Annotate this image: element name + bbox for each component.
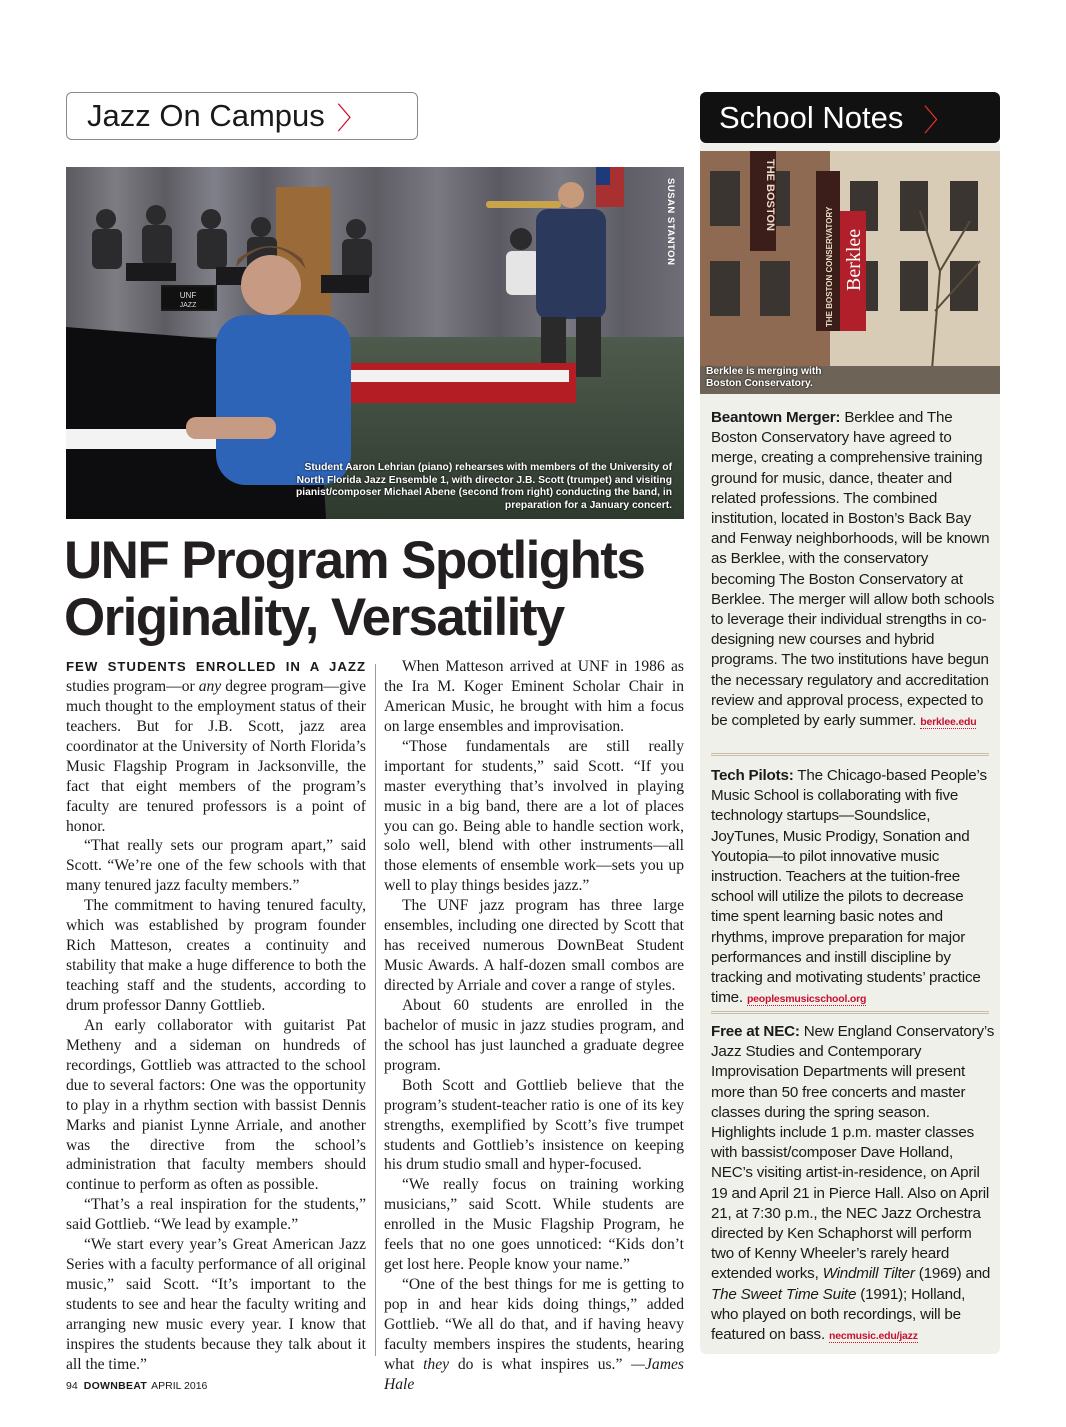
note-body: (1991); Holland, who played on both recordings, will be featured on bass. xyxy=(711,1285,966,1344)
emphasis-text: they xyxy=(423,1355,450,1373)
paragraph-text: “One of the best things for me is getting to pop in and hear kids doing things,” added Gottlieb. “We all do that, and if having heavy faculty members inspires the students, hearing what xyxy=(384,1276,684,1373)
note-link[interactable]: necmusic.edu/jazz xyxy=(828,1330,918,1343)
paragraph: The commitment to having tenured faculty, which was established by program founder Rich Matteson, creates a continuity and stability that make a huge difference to both the teaching staff and the students, according to drum professor Danny Gottlieb. xyxy=(66,897,366,1014)
paragraph: The UNF jazz program has three large ensembles, including one directed by Scott that has received numerous DownBeat Student Music Awards. A half-dozen small combos are directed by Arriale and cover a range of styles. xyxy=(384,897,684,994)
note-title: Beantown Merger: xyxy=(711,409,841,426)
note-body: (1969) and xyxy=(914,1265,991,1283)
note-free-at-nec xyxy=(711,1022,995,1346)
note-tech-pilots xyxy=(711,766,995,1009)
paragraph: When Matteson arrived at UNF in 1986 as the Ira M. Koger Eminent Scholar Chair in American Music, he brought with him a focus on large ensembles and improvisation. xyxy=(384,658,684,735)
article-column-2 xyxy=(384,657,684,1395)
stand-sign-text: JAZZ xyxy=(179,302,197,309)
paragraph: Both Scott and Gottlieb believe that the program’s student-teacher ratio is one of its key strengths, exemplified by Scott’s five trumpet students and Gottlieb’s insistence on keeping his drum studio small and hyper-focused. xyxy=(384,1076,684,1174)
note-body: Berklee and The Boston Conservatory have agreed to merge, creating a comprehensive training ground for music, dance, theater and related professions. The combined institution, located in Boston’s Back Bay and Fenway neighborhoods, will be known as Berklee, with the conservatory becoming The Boston Conservatory at Berklee. The merger will allow both schools to leverage their individual strengths in co-designing new courses and hybrid programs. The two institutions have begun the necessary regulatory and accreditation review and approval process, expected to be completed by early summer. xyxy=(711,409,995,730)
paragraph xyxy=(66,657,366,836)
byline: —James Hale xyxy=(384,1355,684,1393)
section-tab-school-notes xyxy=(700,92,1000,143)
paragraph-text: degree program—give much thought to the employment status of their teachers. But for J.B. Scott, jazz area coordinator at the University of North Florida’s Music Flagship Program in Jacksonville, the fact that eight members of the program’s faculty are tenured professors is a point of honor. xyxy=(66,677,366,835)
note-divider xyxy=(711,1011,989,1014)
paragraph: “Those fundamentals are still really important for students,” said Scott. “If you master everything that’s involved in playing music in a big band, there are a lot of places you can go. Being able to handle section work, solo well, blend with other instruments—all those elements of ensemble work—sets you up well to play things besides jazz.” xyxy=(384,737,684,895)
emphasis-text: any xyxy=(198,677,222,695)
banner-text: Berklee xyxy=(843,228,865,291)
issue-date: APRIL 2016 xyxy=(151,1380,208,1392)
paragraph: “We start every year’s Great American Jazz Series with a faculty performance of all original music,” said Scott. “It’s important to the students to see and hear the faculty writing and arranging new music every year. I know that inspires the students because they talk about it all the time.” xyxy=(66,1236,366,1373)
article-column-1 xyxy=(66,657,366,1375)
page-footer xyxy=(66,1380,207,1392)
emphasis-text: Windmill Tilter xyxy=(822,1265,915,1283)
boston-street-photo xyxy=(700,151,1000,394)
note-body: The Chicago-based People’s Music School is collaborating with five technology startups—Soundslice, JoyTunes, Music Prodigy, Sonation and Youtopia—to pilot innovative music instruction. Teachers at the tuition-free school will utilize the pilots to decrease time spent learning basic notes and rhythms, improve preparation for major performances and instill discipline by tracking and motivating students’ practice time. xyxy=(711,767,987,1007)
caption-line: Berklee is merging with xyxy=(706,366,822,377)
photo-credit: SUSAN STANTON xyxy=(665,178,676,266)
sidebar-photo-caption xyxy=(706,366,822,389)
lead-in: FEW STUDENTS ENROLLED IN A JAZZ xyxy=(66,659,366,674)
paragraph: “We really focus on training working musicians,” said Scott. While students are enrolled in the Music Flagship Program, he feels that no one goes unnoticed: “Kids don’t get lost here. People know your name.” xyxy=(384,1176,684,1274)
note-body: New England Conservatory’s Jazz Studies and Contemporary Improvisation Departments will present more than 50 free concerts and master classes during the spring season. Highlights include 1 p.m. master classes with bassist/composer Dave Holland, NEC’s visiting artist-in-residence, on April 19 and April 21 in Pierce Hall. Also on April 21, at 7:30 p.m., the NEC Jazz Orchestra directed by Ken Schaphorst will perform two of Kenny Wheeler’s rarely heard extended works, xyxy=(711,1023,995,1283)
chevron-right-icon: 〉 xyxy=(336,103,367,136)
page-number: 94 xyxy=(66,1380,78,1392)
paragraph: An early collaborator with guitarist Pat Metheny and a sideman on hundreds of recordings, Gottlieb was attracted to the school due to several factors: One was the opportunity to play in a rhythm section with bassist Dennis Marks and pianist Lynne Arriale, and another was the directive from the school’s administration that faculty members should continue to perform as often as possible. xyxy=(66,1016,366,1194)
banner-text: THE BOSTON xyxy=(764,159,776,231)
stand-sign-text: UNF xyxy=(179,291,197,300)
note-title: Tech Pilots: xyxy=(711,767,794,784)
note-beantown-merger xyxy=(711,408,995,732)
note-link[interactable]: berklee.edu xyxy=(920,716,977,729)
paragraph xyxy=(384,1275,684,1395)
chevron-right-icon: 〉 xyxy=(923,104,954,138)
photo-caption: Student Aaron Lehrian (piano) rehearses with members of the University of North Florida Jazz Ensemble 1, with director J.B. Scott (trumpet) and visiting pianist/composer Michael Abene (second from right) conducting the band, in preparation for a January concert. xyxy=(295,462,672,511)
caption-line: Boston Conservatory. xyxy=(706,377,813,389)
magazine-name: DOWNBEAT xyxy=(83,1380,148,1392)
paragraph: “That’s a real inspiration for the students,” said Gottlieb. “We lead by example.” xyxy=(66,1196,366,1234)
sidebar-title: School Notes xyxy=(719,99,904,135)
article-headline xyxy=(64,532,704,646)
headline-line: UNF Program Spotlights xyxy=(64,531,645,590)
headline-line: Originality, Versatility xyxy=(64,588,564,647)
note-divider xyxy=(711,753,989,756)
note-title: Free at NEC: xyxy=(711,1023,800,1040)
note-link[interactable]: peoplesmusicschool.org xyxy=(746,993,867,1006)
section-title: Jazz On Campus xyxy=(87,98,325,133)
paragraph: About 60 students are enrolled in the bachelor of music in jazz studies program, and the school has just launched a graduate degree program. xyxy=(384,996,684,1074)
banner-text: THE BOSTON CONSERVATORY xyxy=(825,206,834,327)
section-tab-jazz-on-campus xyxy=(66,92,418,140)
paragraph-text: studies program—or xyxy=(66,677,199,695)
emphasis-text: The Sweet Time Suite xyxy=(711,1285,857,1303)
column-divider xyxy=(375,664,376,1356)
paragraph-text: do is what inspires us.” xyxy=(449,1355,632,1373)
paragraph: “That really sets our program apart,” said Scott. “We’re one of the few schools with that many tenured jazz faculty members.” xyxy=(66,837,366,895)
